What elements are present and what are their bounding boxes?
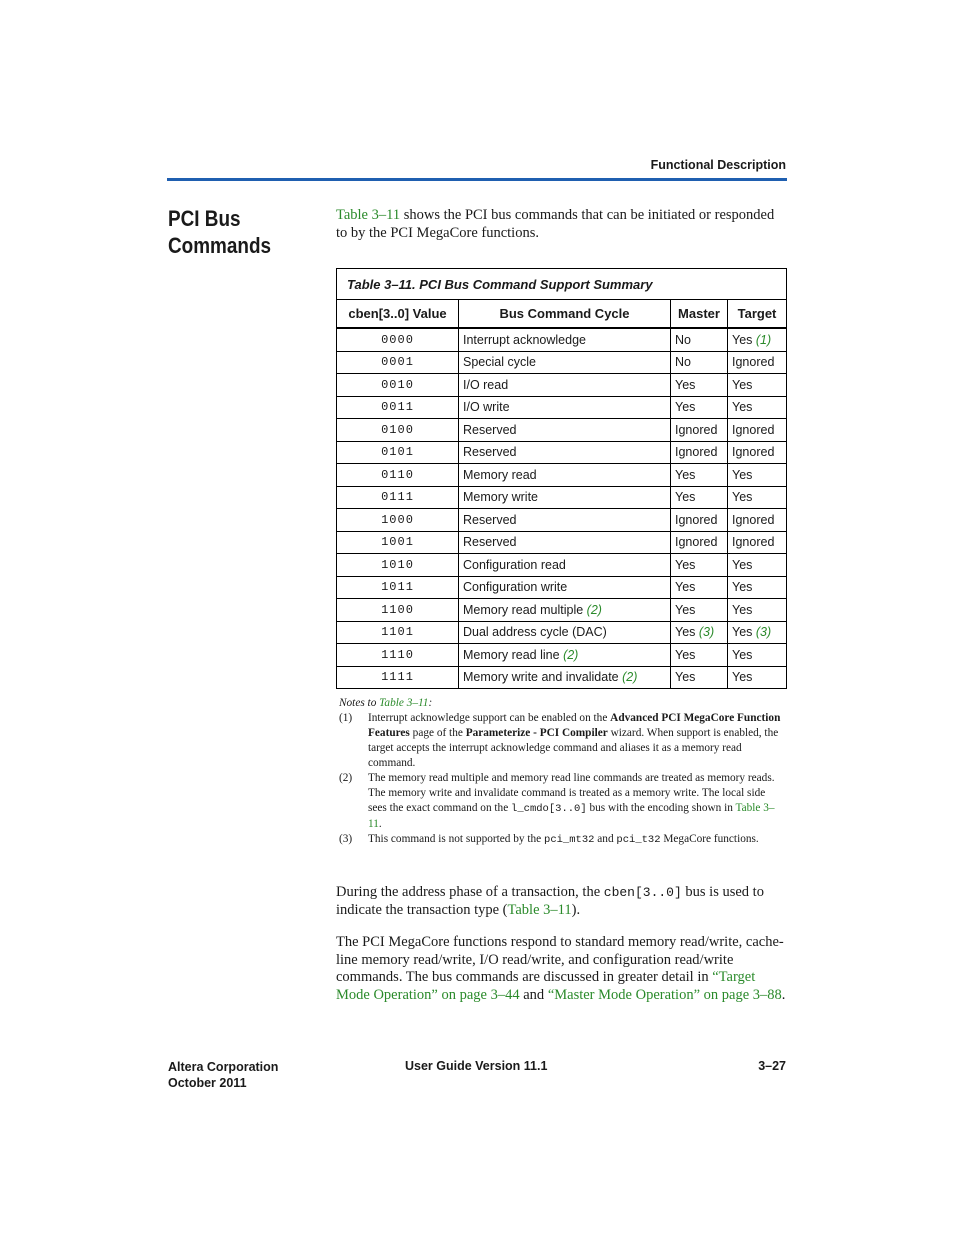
cycle-cell: I/O write (459, 396, 671, 419)
section-title-line-1: PCI Bus (168, 206, 241, 231)
cycle-cell: Interrupt acknowledge (459, 328, 671, 351)
table-row (337, 464, 787, 487)
column-header-value: cben[3..0] Value (337, 300, 459, 329)
table-row (337, 666, 787, 689)
value-cell: 1101 (337, 621, 459, 644)
command-table (336, 268, 787, 689)
master-cell: Yes (671, 554, 728, 577)
value-cell: 0001 (337, 351, 459, 374)
master-cell: Yes (671, 374, 728, 397)
target-cell: Ignored (728, 419, 787, 442)
cycle-cell: I/O read (459, 374, 671, 397)
table-caption: Table 3–11. PCI Bus Command Support Summary (337, 269, 787, 300)
footer-company: Altera Corporation (168, 1060, 279, 1074)
cycle-cell: Configuration write (459, 576, 671, 599)
footer-left (168, 1059, 278, 1091)
target-cell: Ignored (728, 531, 787, 554)
master-cell: Yes (671, 464, 728, 487)
target-mode-link[interactable]: “Target Mode Operation” on page 3–44 (336, 969, 756, 1003)
table-row (337, 531, 787, 554)
master-cell: Yes (671, 599, 728, 622)
value-cell: 1011 (337, 576, 459, 599)
target-cell: Yes (728, 554, 787, 577)
target-cell: Ignored (728, 509, 787, 532)
cycle-cell: Special cycle (459, 351, 671, 374)
table-row (337, 576, 787, 599)
footer-page-number: 3–27 (758, 1059, 786, 1073)
intro-paragraph (336, 207, 786, 242)
master-cell: Yes (671, 486, 728, 509)
note-reference[interactable]: (2) (622, 670, 638, 685)
table-link[interactable]: Table 3–11 (507, 901, 572, 918)
value-cell: 0000 (337, 328, 459, 351)
note-reference[interactable]: (2) (563, 647, 579, 662)
target-cell: Yes (728, 666, 787, 689)
master-cell: No (671, 328, 728, 351)
column-header-master: Master (671, 300, 728, 329)
target-cell: Ignored (728, 351, 787, 374)
note-3: (3) This command is not supported by the pci_mt32 and pci_t32 MegaCore functions. (339, 833, 759, 846)
master-cell: Ignored (671, 509, 728, 532)
value-cell: 0110 (337, 464, 459, 487)
note-number: (3) (339, 833, 353, 845)
table-row (337, 396, 787, 419)
command-table-container (336, 268, 786, 689)
cycle-cell: Memory read line (2) (459, 644, 671, 667)
master-cell: No (671, 351, 728, 374)
cycle-cell: Memory read (459, 464, 671, 487)
target-cell: Yes (728, 599, 787, 622)
note-reference[interactable]: (3) (755, 625, 772, 640)
value-cell: 1111 (337, 666, 459, 689)
cycle-cell: Configuration read (459, 554, 671, 577)
commands-paragraph: The PCI MegaCore functions respond to standard memory read/write, cache-line memory read/write, I/O read/write, and configuration read/write commands. The bus commands are discussed in greater detail in “Target Mode Operation” on page 3–44 and “Master Mode Operation” on page 3–88. (336, 934, 786, 1003)
value-cell: 0111 (337, 486, 459, 509)
section-title (168, 205, 297, 259)
value-cell: 1100 (337, 599, 459, 622)
value-cell: 0010 (337, 374, 459, 397)
note-number: (2) (339, 772, 353, 784)
footer-guide-version: User Guide Version 11.1 (405, 1059, 548, 1073)
section-title-line-2: Commands (168, 233, 272, 258)
column-header-target: Target (728, 300, 787, 329)
note-2: (2) The memory read multiple and memory read line commands are treated as memory reads. The memory write and invalidate command is treated as a memory write. The local side sees the exact command on the l_cmdo[3..0] bus with the encoding shown in Table 3–11. (339, 772, 775, 830)
cycle-cell: Dual address cycle (DAC) (459, 621, 671, 644)
table-row (337, 599, 787, 622)
master-cell: Yes (3) (671, 621, 728, 644)
value-cell: 1000 (337, 509, 459, 532)
note-1: (1) Interrupt acknowledge support can be enabled on the Advanced PCI MegaCore Function Features page of the Parameterize - PCI Compiler wizard. When support is enabled, the target accepts the interrupt acknowledge command and aliases it as a memory read command. (339, 712, 781, 769)
notes-title: Notes to Table 3–11: (339, 697, 433, 709)
cycle-cell: Reserved (459, 531, 671, 554)
cycle-cell: Memory write (459, 486, 671, 509)
table-row (337, 554, 787, 577)
address-phase-paragraph: During the address phase of a transaction, the cben[3..0] bus is used to indicate the transaction type (Table 3–11). (336, 884, 764, 918)
master-cell: Yes (671, 576, 728, 599)
master-cell: Ignored (671, 531, 728, 554)
master-cell: Ignored (671, 419, 728, 442)
cycle-cell: Memory read multiple (2) (459, 599, 671, 622)
value-cell: 1001 (337, 531, 459, 554)
value-cell: 0011 (337, 396, 459, 419)
table-row (337, 351, 787, 374)
master-mode-link[interactable]: “Master Mode Operation” on page 3–88 (547, 986, 782, 1003)
target-cell: Yes (728, 396, 787, 419)
intro-text: shows the PCI bus commands that can be initiated or responded to by the PCI MegaCore functions. (336, 207, 775, 241)
column-header-cycle: Bus Command Cycle (459, 300, 671, 329)
header-rule (167, 178, 787, 181)
target-cell: Yes (728, 464, 787, 487)
target-cell: Yes (728, 486, 787, 509)
master-cell: Ignored (671, 441, 728, 464)
cycle-cell: Reserved (459, 419, 671, 442)
table-row (337, 509, 787, 532)
running-header: Functional Description (650, 158, 786, 172)
master-cell: Yes (671, 644, 728, 667)
target-cell: Yes (728, 374, 787, 397)
cycle-cell: Reserved (459, 509, 671, 532)
target-cell: Yes (1) (728, 328, 787, 351)
value-cell: 0101 (337, 441, 459, 464)
cycle-cell: Memory write and invalidate (2) (459, 666, 671, 689)
table-body (337, 328, 787, 689)
target-cell: Yes (728, 644, 787, 667)
table-row (337, 644, 787, 667)
target-cell: Yes (3) (728, 621, 787, 644)
note-number: (1) (339, 712, 353, 724)
value-cell: 0100 (337, 419, 459, 442)
table-row (337, 328, 787, 351)
table-row (337, 486, 787, 509)
footer-date: October 2011 (168, 1076, 247, 1090)
value-cell: 1110 (337, 644, 459, 667)
table-row (337, 419, 787, 442)
table-row (337, 441, 787, 464)
value-cell: 1010 (337, 554, 459, 577)
target-cell: Yes (728, 576, 787, 599)
notes-table-link[interactable]: Table 3–11 (379, 697, 429, 709)
note-reference[interactable]: (3) (698, 625, 715, 640)
table-row (337, 621, 787, 644)
table-notes (339, 696, 786, 848)
cycle-cell: Reserved (459, 441, 671, 464)
note-reference[interactable]: (2) (586, 602, 602, 617)
master-cell: Yes (671, 666, 728, 689)
note-reference[interactable]: (1) (755, 332, 772, 347)
note-table-link[interactable]: Table 3–11 (368, 802, 775, 830)
target-cell: Ignored (728, 441, 787, 464)
table-row (337, 374, 787, 397)
master-cell: Yes (671, 396, 728, 419)
table-link[interactable]: Table 3–11 (336, 207, 401, 223)
